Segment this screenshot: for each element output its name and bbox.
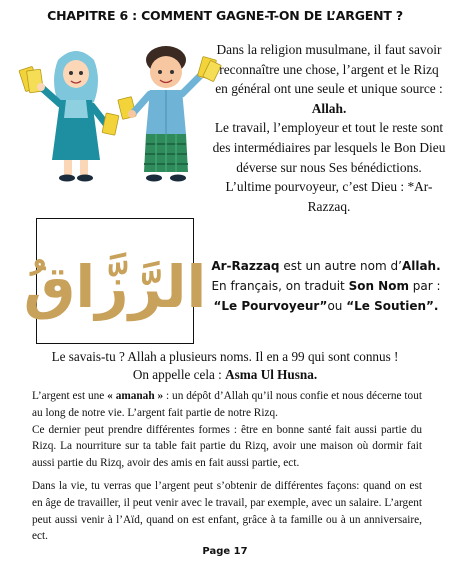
le-savais-line-2-pre: On appelle cela :: [132, 367, 226, 382]
amanah-term: « amanah »: [107, 390, 164, 402]
ar-razzaq-allah: Allah.: [401, 259, 441, 273]
le-savais-line-1: Le savais-tu ? Allah a plusieurs noms. Il en a 99 qui sont connus !: [51, 349, 399, 364]
ar-razzaq-paragraph: [206, 256, 446, 316]
paragraph-amanah: [32, 388, 422, 422]
paragraph-3: Dans la vie, tu verras que l’argent peut s’obtenir de différentes façons: quand on est en âge de travailler, il peut venir avec le travail, par exemple, avec un salaire. L’argent peut aussi venir à l’Aïd, quand on est enfant, grâce à ta famille ou à un anniversaire, ect.: [32, 480, 422, 543]
ar-razzaq-q1: “Le Pourvoyeur”: [213, 299, 328, 313]
body-paragraphs-1: [32, 388, 422, 472]
ar-razzaq-ou: ou: [327, 299, 347, 313]
intro-allah: Allah.: [311, 100, 347, 116]
p1-post: : un dépôt d’Allah qu’il nous confie et nous décerne tout au long de notre vie. L’argent fait partie de notre Rizq.: [32, 390, 422, 419]
ar-razzaq-t1: est un autre nom d’: [279, 259, 402, 273]
intro-line-2: Le travail, l’employeur et tout le reste sont des intermédiaires par lesquels le Bon Dieu déverse sur nous Ses bénédictions.: [212, 120, 446, 175]
asma-ul-husna: Asma Ul Husna.: [225, 367, 318, 382]
calligraphy-frame: [23, 218, 207, 344]
ar-razzaq-name: Ar-Razzaq: [211, 259, 280, 273]
intro-line-3: L’ultime pourvoyeur, c’est Dieu : *Ar-Razzaq.: [225, 179, 433, 214]
intro-text: [212, 40, 446, 216]
p1-pre: L’argent est une: [32, 390, 108, 402]
le-savais-line-2: [18, 366, 432, 384]
ar-razzaq-t3: par :: [408, 279, 441, 293]
ar-razzaq-t2: En français, on traduit: [211, 279, 349, 293]
paragraph-rizq-forms: Ce dernier peut prendre différentes formes : être en bonne santé fait aussi partie du Rizq. La nourriture sur ta table fait partie du Rizq, avoir une maison où dormir fait aussi partie du Rizq, avoir des amis en fait aussi partie, ect.: [32, 423, 422, 470]
intro-line-1: Dans la religion musulmane, il faut savoir reconnaître une chose, l’argent et le Rizq en général ont une seule et unique source :: [215, 42, 443, 97]
children-with-money-illustration: [20, 40, 220, 190]
paragraph-ways-to-earn: [32, 478, 422, 545]
calligraphy-text: الرَّزَّاقُ: [23, 253, 207, 321]
ar-razzaq-son-nom: Son Nom: [348, 279, 409, 293]
girl-figure: [19, 51, 119, 182]
ar-razzaq-q2: “Le Soutien”.: [346, 299, 439, 313]
boy-figure: [118, 46, 222, 182]
ar-razzaq-calligraphy: [23, 219, 207, 342]
chapter-title: CHAPITRE 6 : COMMENT GAGNE-T-ON DE L’ARGENT ?: [47, 8, 403, 23]
page-number: Page 17: [202, 546, 248, 557]
le-savais-tu: [18, 348, 432, 384]
